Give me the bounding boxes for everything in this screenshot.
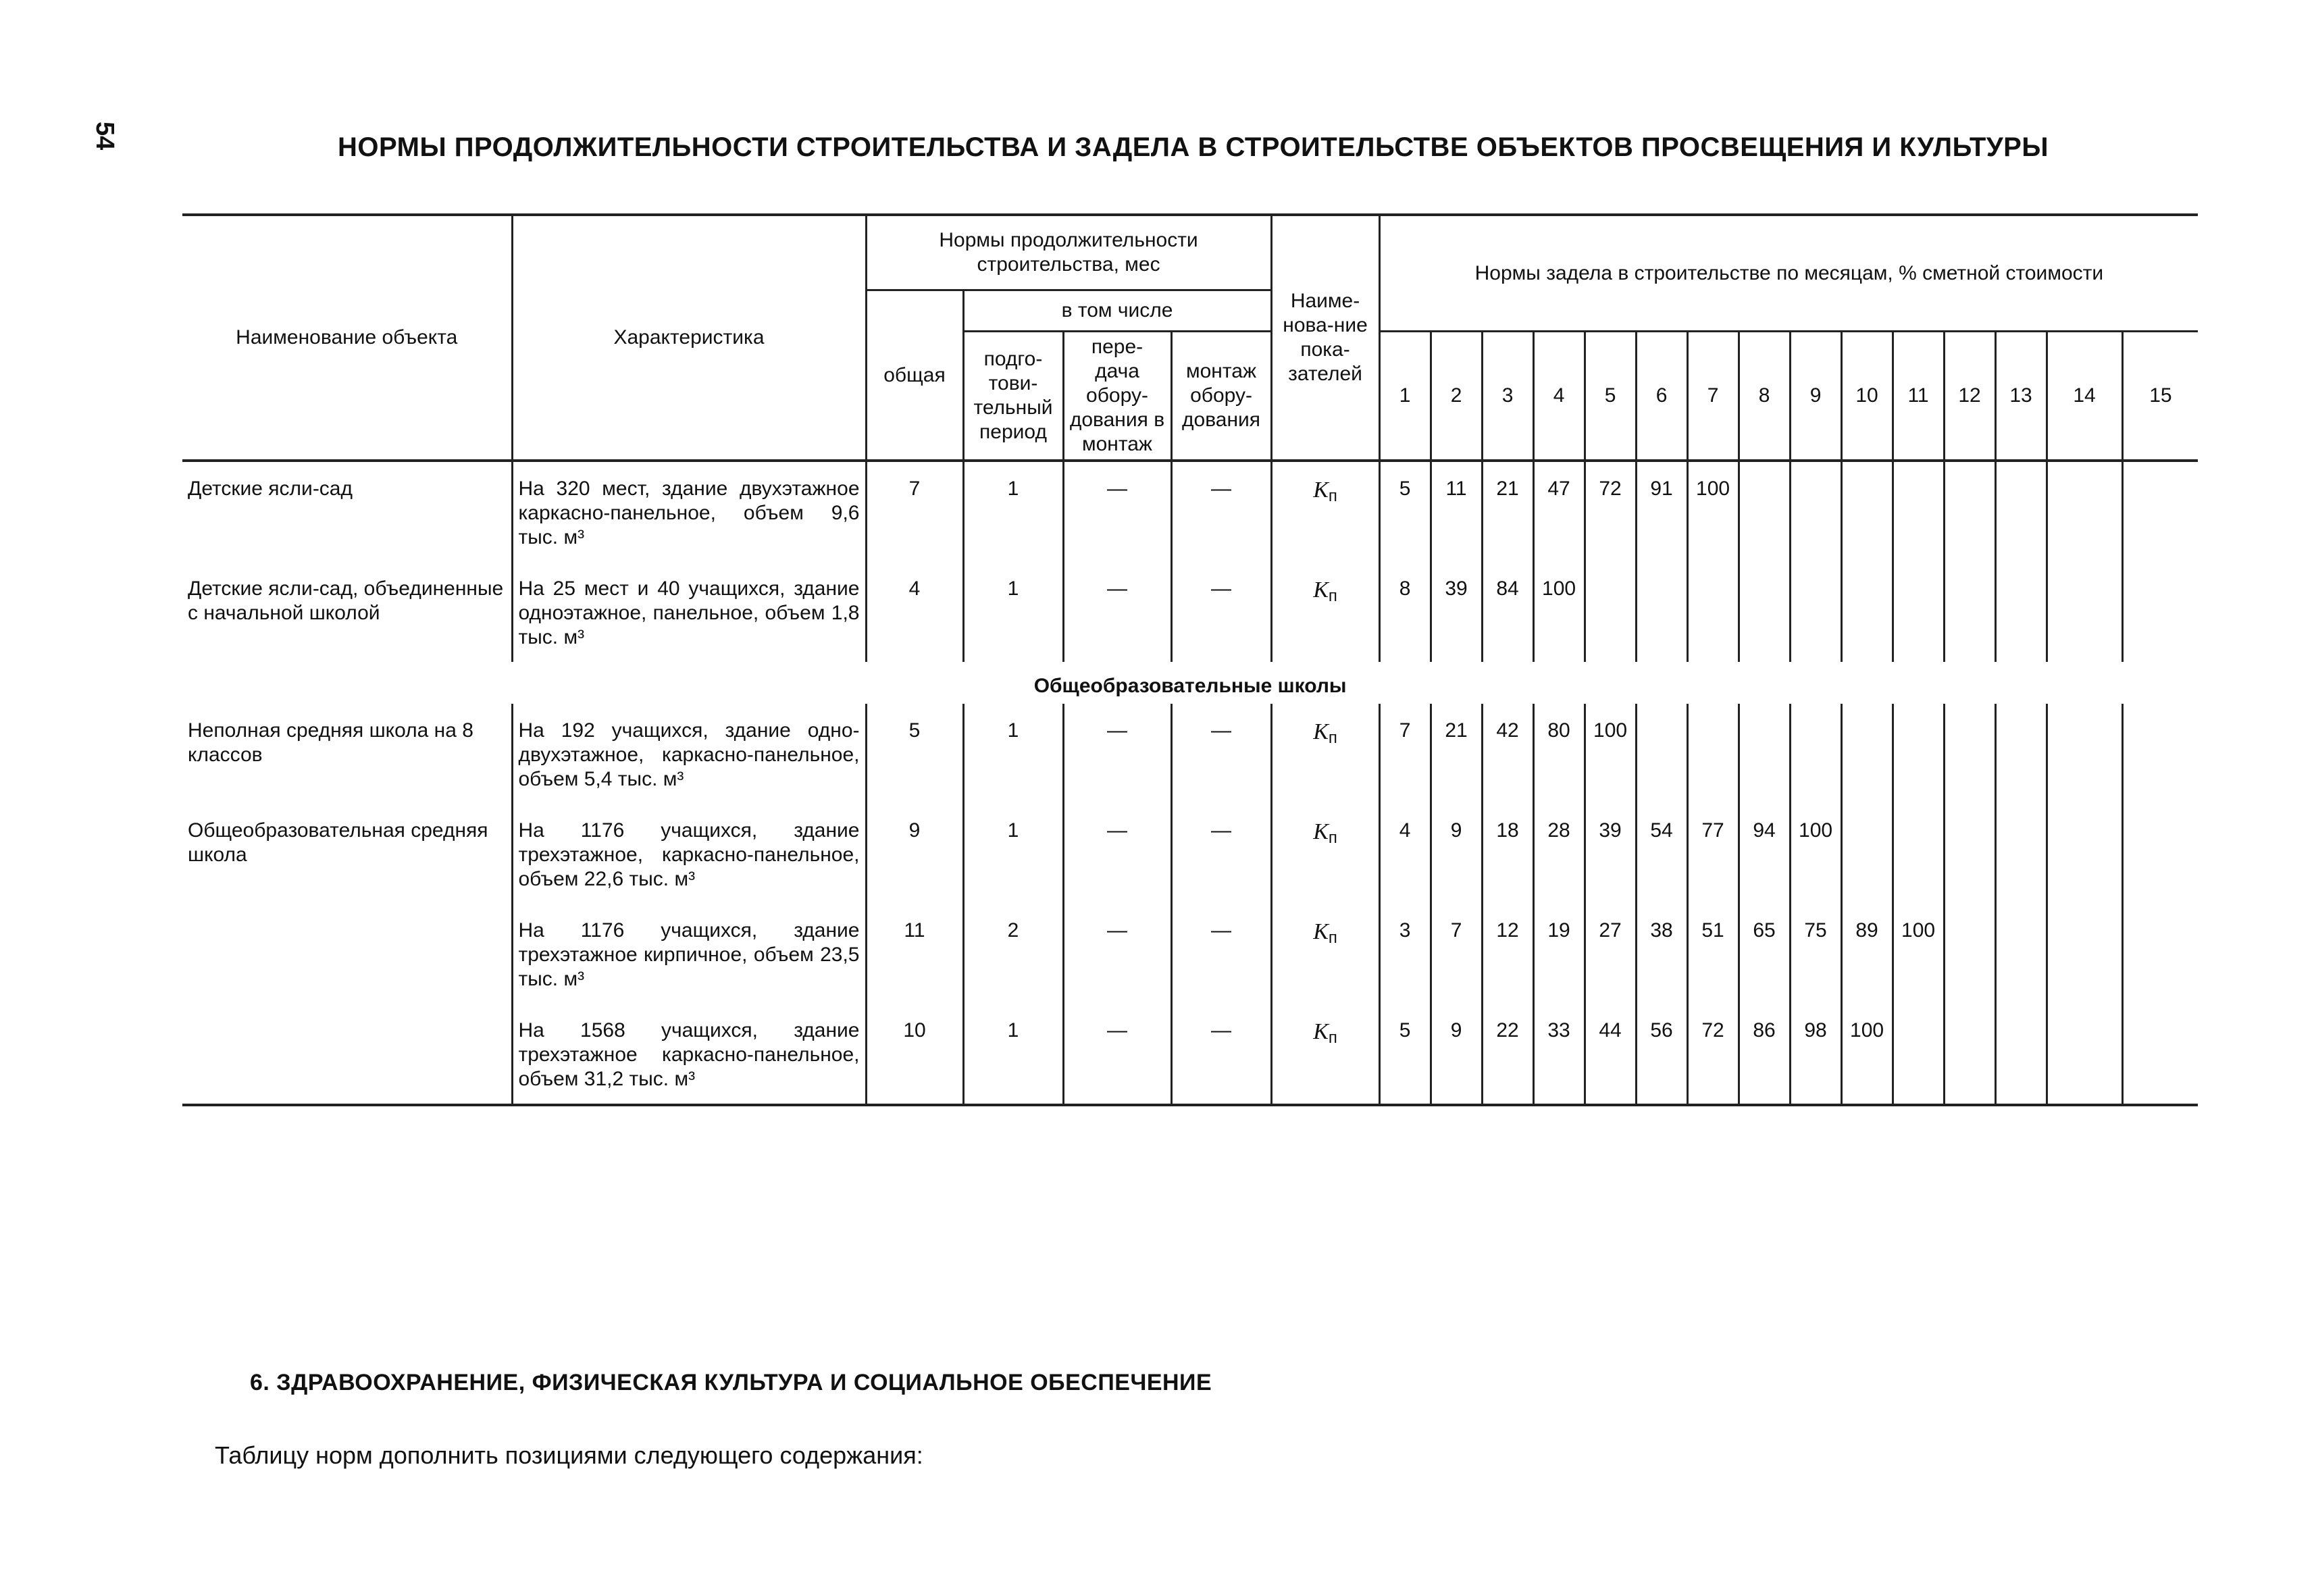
month-header-14: 14: [2047, 332, 2122, 461]
indicator-subscript: п: [1328, 929, 1337, 947]
table-row: [182, 562, 2198, 662]
month-value-cell: 33: [1533, 1004, 1585, 1105]
month-value-cell: [1995, 461, 2047, 562]
object-name-cell: [182, 1004, 512, 1105]
month-header-12: 12: [1944, 332, 1995, 461]
transfer-cell: —: [1063, 562, 1171, 662]
month-value-cell: [2122, 1004, 2198, 1105]
indicator-symbol: К: [1313, 819, 1329, 844]
month-value-cell: [1739, 562, 1790, 662]
month-value-cell: 3: [1379, 904, 1431, 1004]
indicator-subscript: п: [1328, 729, 1337, 747]
month-value-cell: 21: [1431, 704, 1482, 804]
month-value-cell: [2047, 461, 2122, 562]
preparatory-cell: 1: [963, 1004, 1063, 1105]
transfer-cell: —: [1063, 804, 1171, 904]
month-value-cell: 8: [1379, 562, 1431, 662]
month-value-cell: 80: [1533, 704, 1585, 804]
month-value-cell: [1841, 461, 1893, 562]
month-value-cell: 21: [1482, 461, 1533, 562]
month-value-cell: [1893, 704, 1944, 804]
indicator-cell: [1271, 804, 1379, 904]
month-value-cell: [2122, 804, 2198, 904]
month-value-cell: 28: [1533, 804, 1585, 904]
characteristic-cell: На 1568 учащихся, здание трехэтажное каркасно-панельное, объем 31,2 тыс. м³: [512, 1004, 866, 1105]
table-header: [182, 215, 2198, 461]
month-value-cell: [1636, 704, 1687, 804]
indicator-symbol: К: [1313, 919, 1329, 944]
norms-table: [182, 213, 2198, 1106]
indicator-symbol: К: [1313, 478, 1329, 503]
object-name-cell: Общеобразовательная средняя школа: [182, 804, 512, 904]
month-value-cell: 4: [1379, 804, 1431, 904]
total-duration-cell: 4: [866, 562, 963, 662]
month-value-cell: 84: [1482, 562, 1533, 662]
month-header-10: 10: [1841, 332, 1893, 461]
object-name-cell: Неполная средняя школа на 8 классов: [182, 704, 512, 804]
month-value-cell: 100: [1687, 461, 1739, 562]
month-header-2: 2: [1431, 332, 1482, 461]
month-header-6: 6: [1636, 332, 1687, 461]
header-backlog-group: Нормы задела в строительстве по месяцам, % сметной стоимости: [1379, 215, 2198, 332]
month-value-cell: 100: [1841, 1004, 1893, 1105]
month-value-cell: [1944, 704, 1995, 804]
header-object-name: Наименование объекта: [182, 215, 512, 461]
object-name-cell: Детские ясли-сад: [182, 461, 512, 562]
month-value-cell: [1790, 461, 1841, 562]
section-row: [182, 662, 2198, 704]
header-total: общая: [866, 290, 963, 461]
total-duration-cell: 10: [866, 1004, 963, 1105]
month-value-cell: [1841, 562, 1893, 662]
month-value-cell: [1995, 704, 2047, 804]
month-value-cell: 100: [1790, 804, 1841, 904]
month-value-cell: [2047, 704, 2122, 804]
month-value-cell: 18: [1482, 804, 1533, 904]
installation-cell: —: [1171, 562, 1271, 662]
month-value-cell: [1739, 704, 1790, 804]
indicator-subscript: п: [1328, 1029, 1337, 1047]
month-value-cell: 7: [1379, 704, 1431, 804]
month-value-cell: [1944, 804, 1995, 904]
header-indicator: Наиме-нова-ние пока-зателей: [1271, 215, 1379, 461]
month-value-cell: 27: [1585, 904, 1636, 1004]
month-header-13: 13: [1995, 332, 2047, 461]
page-title: НОРМЫ ПРОДОЛЖИТЕЛЬНОСТИ СТРОИТЕЛЬСТВА И ЗАДЕЛА В СТРОИТЕЛЬСТВЕ ОБЪЕКТОВ ПРОСВЕЩЕНИЯ И КУЛЬТУРЫ: [338, 132, 2049, 162]
month-value-cell: 11: [1431, 461, 1482, 562]
indicator-symbol: К: [1313, 577, 1329, 602]
month-value-cell: [1893, 461, 1944, 562]
table-row: [182, 1004, 2198, 1105]
month-value-cell: [1585, 562, 1636, 662]
indicator-cell: [1271, 1004, 1379, 1105]
month-header-5: 5: [1585, 332, 1636, 461]
table-row: [182, 461, 2198, 562]
header-including: в том числе: [963, 290, 1271, 332]
month-header-7: 7: [1687, 332, 1739, 461]
month-value-cell: 65: [1739, 904, 1790, 1004]
month-value-cell: [1944, 904, 1995, 1004]
month-value-cell: 94: [1739, 804, 1790, 904]
month-value-cell: 89: [1841, 904, 1893, 1004]
total-duration-cell: 7: [866, 461, 963, 562]
month-value-cell: [2122, 904, 2198, 1004]
month-value-cell: [2122, 704, 2198, 804]
month-header-1: 1: [1379, 332, 1431, 461]
header-preparatory: подго-тови-тельный период: [963, 332, 1063, 461]
installation-cell: —: [1171, 804, 1271, 904]
transfer-cell: —: [1063, 704, 1171, 804]
month-value-cell: [1687, 562, 1739, 662]
month-value-cell: 39: [1431, 562, 1482, 662]
installation-cell: —: [1171, 1004, 1271, 1105]
month-header-9: 9: [1790, 332, 1841, 461]
characteristic-cell: На 1176 учащихся, здание трехэтажное, каркасно-панельное, объем 22,6 тыс. м³: [512, 804, 866, 904]
month-value-cell: 77: [1687, 804, 1739, 904]
month-value-cell: [1893, 1004, 1944, 1105]
month-value-cell: 42: [1482, 704, 1533, 804]
month-value-cell: 86: [1739, 1004, 1790, 1105]
month-value-cell: 91: [1636, 461, 1687, 562]
indicator-cell: [1271, 904, 1379, 1004]
month-header-4: 4: [1533, 332, 1585, 461]
month-value-cell: [1944, 461, 1995, 562]
indicator-symbol: К: [1313, 1019, 1329, 1044]
preparatory-cell: 1: [963, 461, 1063, 562]
month-value-cell: 38: [1636, 904, 1687, 1004]
month-value-cell: 19: [1533, 904, 1585, 1004]
month-value-cell: 5: [1379, 1004, 1431, 1105]
header-duration-group: Нормы продолжительности строительства, мес: [866, 215, 1271, 290]
installation-cell: —: [1171, 461, 1271, 562]
month-value-cell: 22: [1482, 1004, 1533, 1105]
indicator-symbol: К: [1313, 719, 1329, 744]
month-value-cell: 72: [1585, 461, 1636, 562]
section-heading: 6. ЗДРАВООХРАНЕНИЕ, ФИЗИЧЕСКАЯ КУЛЬТУРА И СОЦИАЛЬНОЕ ОБЕСПЕЧЕНИЕ: [250, 1370, 1212, 1395]
page-number: 54: [91, 122, 119, 151]
month-value-cell: 39: [1585, 804, 1636, 904]
indicator-subscript: п: [1328, 587, 1337, 605]
month-value-cell: 7: [1431, 904, 1482, 1004]
total-duration-cell: 5: [866, 704, 963, 804]
header-installation: монтаж обору-дования: [1171, 332, 1271, 461]
table-row: [182, 904, 2198, 1004]
month-value-cell: 100: [1585, 704, 1636, 804]
month-value-cell: [1995, 1004, 2047, 1105]
indicator-cell: [1271, 562, 1379, 662]
table-row: [182, 804, 2198, 904]
month-value-cell: 100: [1533, 562, 1585, 662]
month-value-cell: 9: [1431, 1004, 1482, 1105]
characteristic-cell: На 25 мест и 40 учащихся, здание одноэтажное, панельное, объем 1,8 тыс. м³: [512, 562, 866, 662]
header-characteristic: Характеристика: [512, 215, 866, 461]
month-value-cell: [1841, 704, 1893, 804]
month-header-15: 15: [2122, 332, 2198, 461]
month-value-cell: 98: [1790, 1004, 1841, 1105]
month-value-cell: 5: [1379, 461, 1431, 562]
indicator-subscript: п: [1328, 487, 1337, 505]
month-value-cell: 75: [1790, 904, 1841, 1004]
month-value-cell: [1739, 461, 1790, 562]
month-value-cell: 9: [1431, 804, 1482, 904]
transfer-cell: —: [1063, 904, 1171, 1004]
month-value-cell: [2047, 562, 2122, 662]
indicator-cell: [1271, 461, 1379, 562]
month-value-cell: 54: [1636, 804, 1687, 904]
characteristic-cell: На 320 мест, здание двухэтажное каркасно-панельное, объем 9,6 тыс. м³: [512, 461, 866, 562]
month-value-cell: 47: [1533, 461, 1585, 562]
month-value-cell: [1790, 704, 1841, 804]
section-label: Общеобразовательные школы: [1033, 675, 1347, 697]
month-value-cell: [1687, 704, 1739, 804]
installation-cell: —: [1171, 704, 1271, 804]
month-value-cell: 56: [1636, 1004, 1687, 1105]
month-value-cell: 72: [1687, 1004, 1739, 1105]
month-value-cell: [1995, 804, 2047, 904]
table-row: [182, 704, 2198, 804]
month-header-11: 11: [1893, 332, 1944, 461]
month-value-cell: 100: [1893, 904, 1944, 1004]
month-header-3: 3: [1482, 332, 1533, 461]
indicator-cell: [1271, 704, 1379, 804]
header-transfer: пере-дача обору-дования в монтаж: [1063, 332, 1171, 461]
month-value-cell: [1944, 1004, 1995, 1105]
month-value-cell: 51: [1687, 904, 1739, 1004]
month-value-cell: [2047, 1004, 2122, 1105]
month-value-cell: [1841, 804, 1893, 904]
object-name-cell: Детские ясли-сад, объединенные с начальной школой: [182, 562, 512, 662]
characteristic-cell: На 192 учащихся, здание одно-двухэтажное, каркасно-панельное, объем 5,4 тыс. м³: [512, 704, 866, 804]
month-value-cell: [1893, 804, 1944, 904]
transfer-cell: —: [1063, 461, 1171, 562]
month-value-cell: [2122, 562, 2198, 662]
month-value-cell: [1636, 562, 1687, 662]
preparatory-cell: 1: [963, 804, 1063, 904]
month-value-cell: 44: [1585, 1004, 1636, 1105]
total-duration-cell: 9: [866, 804, 963, 904]
section-note: Таблицу норм дополнить позициями следующего содержания:: [215, 1441, 923, 1469]
month-value-cell: [1995, 904, 2047, 1004]
indicator-subscript: п: [1328, 829, 1337, 847]
month-value-cell: [2122, 461, 2198, 562]
installation-cell: —: [1171, 904, 1271, 1004]
characteristic-cell: На 1176 учащихся, здание трехэтажное кирпичное, объем 23,5 тыс. м³: [512, 904, 866, 1004]
month-header-8: 8: [1739, 332, 1790, 461]
month-value-cell: [2047, 904, 2122, 1004]
month-value-cell: [1790, 562, 1841, 662]
preparatory-cell: 1: [963, 562, 1063, 662]
month-value-cell: [1893, 562, 1944, 662]
month-value-cell: [2047, 804, 2122, 904]
month-value-cell: 12: [1482, 904, 1533, 1004]
preparatory-cell: 1: [963, 704, 1063, 804]
preparatory-cell: 2: [963, 904, 1063, 1004]
month-value-cell: [1995, 562, 2047, 662]
transfer-cell: —: [1063, 1004, 1171, 1105]
object-name-cell: [182, 904, 512, 1004]
table-body: [182, 461, 2198, 1105]
total-duration-cell: 11: [866, 904, 963, 1004]
month-value-cell: [1944, 562, 1995, 662]
